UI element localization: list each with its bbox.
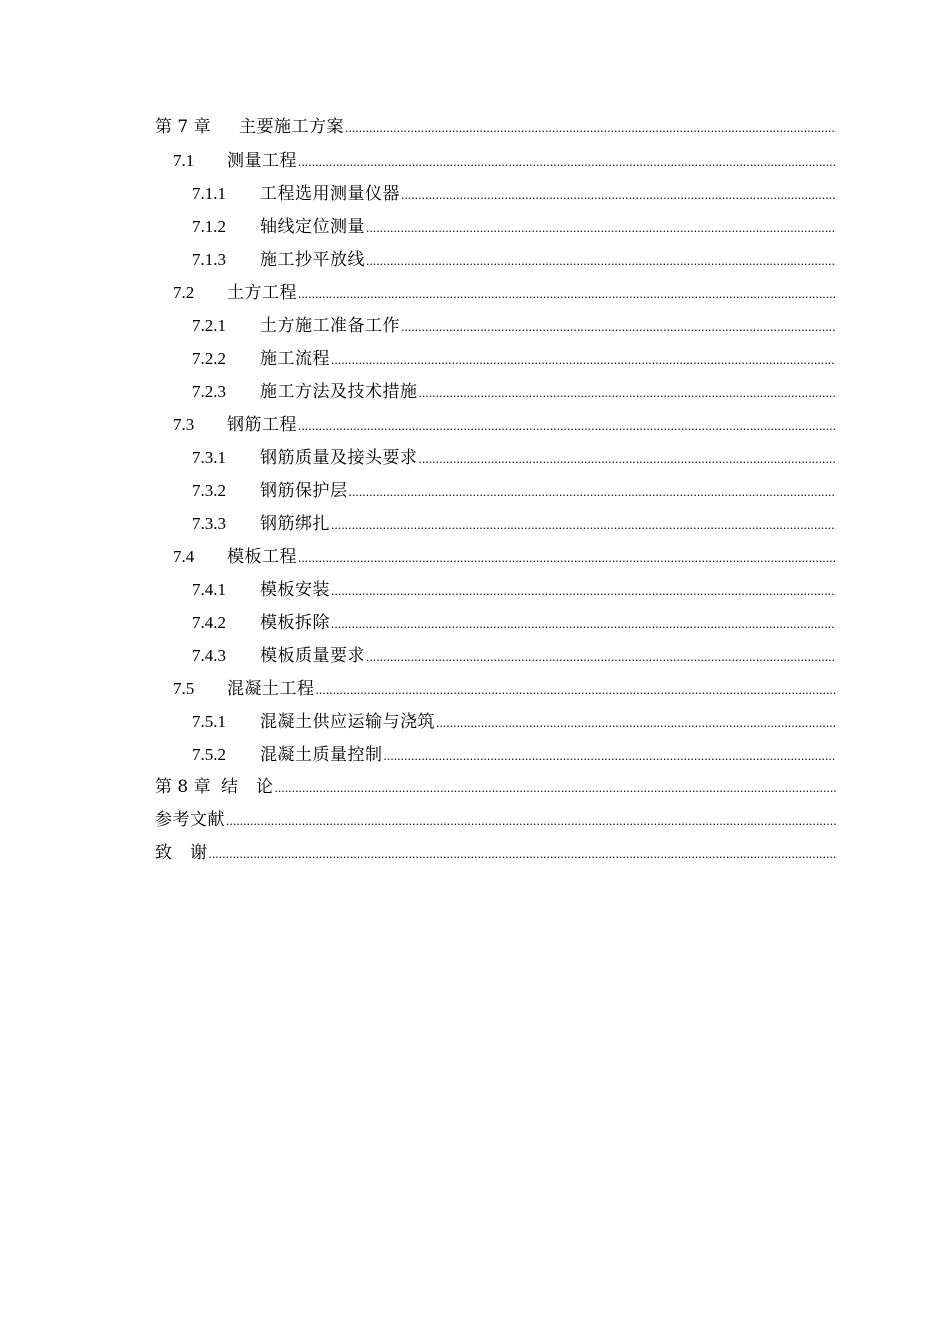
toc-dot-leader	[401, 178, 836, 211]
toc-entry[interactable]	[155, 507, 836, 540]
toc-entry[interactable]	[155, 639, 836, 672]
toc-entry-title: 致 谢	[155, 843, 208, 863]
toc-dot-leader	[298, 277, 836, 310]
toc-entry-number: 7.4.1	[192, 580, 226, 599]
toc-entry-title: 钢筋质量及接头要求	[260, 448, 418, 468]
toc-entry[interactable]	[155, 573, 836, 606]
toc-entry-title: 土方工程	[227, 283, 297, 303]
toc-entry-title: 结 论	[221, 777, 274, 797]
toc-entry-number: 7.3	[173, 415, 195, 434]
toc-dot-leader	[298, 409, 836, 442]
toc-dot-leader	[331, 607, 836, 640]
toc-entry[interactable]	[155, 309, 836, 342]
toc-entry-title: 施工方法及技术措施	[260, 382, 418, 402]
toc-entry-number: 7.2	[173, 283, 195, 302]
toc-entry[interactable]	[155, 408, 836, 441]
toc-dot-leader	[331, 508, 836, 541]
toc-entry-number: 7.1	[173, 151, 195, 170]
toc-entry[interactable]	[155, 474, 836, 507]
toc-entry-title: 施工抄平放线	[260, 250, 365, 270]
toc-entry-number: 7.1.2	[192, 217, 226, 236]
toc-dot-leader	[209, 837, 837, 870]
toc-entry[interactable]	[155, 342, 836, 375]
toc-entry-number: 7.3.1	[192, 448, 226, 467]
toc-dot-leader	[316, 673, 837, 706]
toc-dot-leader	[384, 739, 837, 772]
toc-entry-title: 钢筋保护层	[260, 481, 348, 501]
toc-dot-leader	[275, 771, 837, 804]
toc-entry-number: 7.4.2	[192, 613, 226, 632]
toc-dot-leader	[366, 244, 836, 277]
toc-dot-leader	[366, 211, 836, 244]
toc-dot-leader	[419, 442, 837, 475]
toc-entry[interactable]	[155, 243, 836, 276]
toc-entry-title: 钢筋绑扎	[260, 514, 330, 534]
toc-entry-title: 测量工程	[227, 151, 297, 171]
toc-entry[interactable]	[155, 441, 836, 474]
toc-dot-leader	[366, 640, 836, 673]
toc-entry[interactable]	[155, 837, 836, 870]
toc-entry[interactable]	[155, 276, 836, 309]
table-of-contents	[155, 111, 836, 870]
toc-entry-title: 工程选用测量仪器	[260, 184, 400, 204]
toc-entry-title: 模板工程	[227, 547, 297, 567]
toc-entry-title: 轴线定位测量	[260, 217, 365, 237]
toc-dot-leader	[331, 343, 836, 376]
toc-entry[interactable]	[155, 606, 836, 639]
toc-entry[interactable]	[155, 738, 836, 771]
toc-entry-title: 参考文献	[155, 810, 225, 830]
toc-entry-number: 7.5.1	[192, 712, 226, 731]
toc-dot-leader	[349, 475, 837, 508]
toc-entry[interactable]	[155, 540, 836, 573]
toc-entry-title: 模板拆除	[260, 613, 330, 633]
toc-entry-number: 7.2.3	[192, 382, 226, 401]
toc-dot-leader	[226, 804, 836, 837]
toc-entry-number: 7.4.3	[192, 646, 226, 665]
toc-entry-number: 7.4	[173, 547, 195, 566]
toc-chapter-number: 第 8 章	[155, 777, 211, 797]
toc-chapter-number: 第 7 章	[155, 117, 211, 137]
toc-dot-leader	[331, 574, 836, 607]
toc-entry[interactable]	[155, 177, 836, 210]
toc-entry-title: 施工流程	[260, 349, 330, 369]
toc-dot-leader	[419, 376, 837, 409]
toc-entry-title: 模板安装	[260, 580, 330, 600]
toc-entry-number: 7.3.3	[192, 514, 226, 533]
toc-entry-title: 混凝土工程	[227, 679, 315, 699]
toc-entry-title: 主要施工方案	[239, 117, 344, 137]
toc-entry-title: 混凝土质量控制	[260, 745, 383, 765]
toc-entry[interactable]	[155, 804, 836, 837]
toc-entry-title: 混凝土供应运输与浇筑	[260, 712, 435, 732]
toc-entry-number: 7.1.3	[192, 250, 226, 269]
toc-dot-leader	[401, 310, 836, 343]
toc-entry[interactable]	[155, 672, 836, 705]
toc-entry[interactable]	[155, 705, 836, 738]
toc-dot-leader	[345, 111, 836, 144]
toc-dot-leader	[298, 541, 836, 574]
toc-entry-title: 钢筋工程	[227, 415, 297, 435]
toc-entry-title: 模板质量要求	[260, 646, 365, 666]
toc-entry-number: 7.5	[173, 679, 195, 698]
toc-entry[interactable]	[155, 144, 836, 177]
toc-entry[interactable]	[155, 111, 836, 144]
toc-dot-leader	[298, 145, 836, 178]
toc-entry[interactable]	[155, 375, 836, 408]
toc-entry-number: 7.1.1	[192, 184, 226, 203]
toc-entry-number: 7.5.2	[192, 745, 226, 764]
toc-entry-title: 土方施工准备工作	[260, 316, 400, 336]
toc-entry[interactable]	[155, 210, 836, 243]
toc-dot-leader	[436, 706, 836, 739]
toc-entry[interactable]	[155, 771, 836, 804]
toc-entry-number: 7.2.2	[192, 349, 226, 368]
toc-entry-number: 7.3.2	[192, 481, 226, 500]
toc-entry-number: 7.2.1	[192, 316, 226, 335]
